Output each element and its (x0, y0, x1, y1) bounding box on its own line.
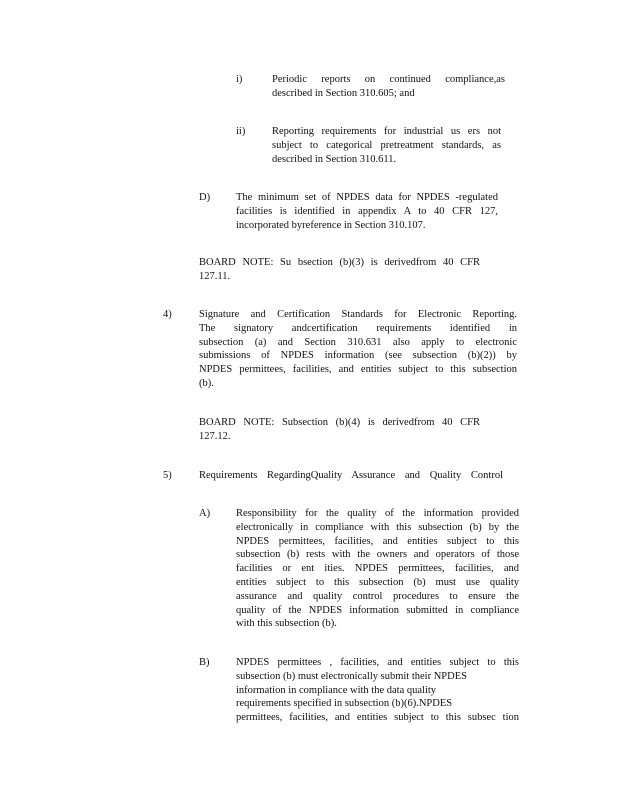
text-line: quality of the NPDES information submitted in compliance (236, 604, 519, 616)
text-line: Requirements RegardingQuality Assurance and Quality Control (199, 470, 503, 481)
text-line: assurance and quality control procedures to ensure the (236, 590, 519, 602)
text-line: NPDES permittees, facilities, and entities subject to this subsection (199, 364, 517, 376)
text-line: Responsibility for the quality of the information provided (236, 508, 519, 519)
text-line: subject to categorical pretreatment standards, as (272, 139, 501, 151)
text-line: BOARD NOTE: Su bsection (b)(3) is derivedfrom 40 CFR (199, 257, 480, 268)
text-line: subsection (b) rests with the owners and operators of those (236, 549, 519, 561)
list-item-text (236, 191, 498, 232)
list-item-text (236, 507, 519, 631)
list-item-text (272, 73, 505, 101)
list-label: i) (236, 74, 243, 85)
text-line: subsection (b) must electronically submit their NPDES (236, 670, 467, 682)
list-item-text (272, 125, 501, 166)
text-line: electronically in compliance with this subsection (b) by the (236, 521, 519, 533)
list-label: 5) (163, 470, 172, 481)
list-label: B) (199, 657, 210, 668)
text-line: The signatory andcertification requirements identified in (199, 322, 517, 334)
text-line: Signature and Certification Standards for Electronic Reporting. (199, 309, 517, 320)
list-label: ii) (236, 126, 246, 137)
text-line: NPDES permittees, facilities, and entities subject to this (236, 535, 519, 547)
text-line: entities subject to this subsection (b) must use quality (236, 576, 519, 588)
text-line: (b). (199, 377, 214, 389)
list-label: D) (199, 192, 211, 203)
text-line: submissions of NPDES information (see subsection (b)(2)) by (199, 350, 517, 362)
text-line: incorporated byreference in Section 310.107. (236, 219, 426, 231)
text-line: Reporting requirements for industrial us ers not (272, 126, 501, 137)
text-line: facilities or ent ities. NPDES permittees, facilities, and (236, 563, 519, 575)
text-line: described in Section 310.605; and (272, 87, 415, 99)
text-line: Periodic reports on continued compliance,as (272, 74, 505, 85)
text-line: described in Section 310.611. (272, 153, 397, 165)
list-item-text (236, 656, 519, 725)
board-note-b3 (199, 256, 480, 284)
text-line: permittees, facilities, and entities subject to this subsec tion (236, 712, 519, 724)
text-line: NPDES permittees , facilities, and entities subject to this (236, 657, 519, 668)
text-line: facilities is identified in appendix A to 40 CFR 127, (236, 205, 498, 217)
text-line: information in compliance with the data quality (236, 684, 437, 696)
text-line: BOARD NOTE: Subsection (b)(4) is derivedfrom 40 CFR (199, 417, 480, 428)
text-line: with this subsection (b). (236, 618, 337, 630)
list-label: A) (199, 508, 211, 519)
text-line: 127.11. (199, 270, 231, 282)
text-line: requirements specified in subsection (b)(6).NPDES (236, 698, 453, 710)
text-line: The minimum set of NPDES data for NPDES -regulated (236, 192, 498, 203)
board-note-b4 (199, 416, 480, 444)
list-item-text (199, 308, 517, 391)
list-label: 4) (163, 309, 172, 320)
text-line: subsection (a) and Section 310.631 also apply to electronic (199, 336, 517, 348)
list-item-text (199, 469, 503, 483)
text-line: 127.12. (199, 430, 231, 442)
